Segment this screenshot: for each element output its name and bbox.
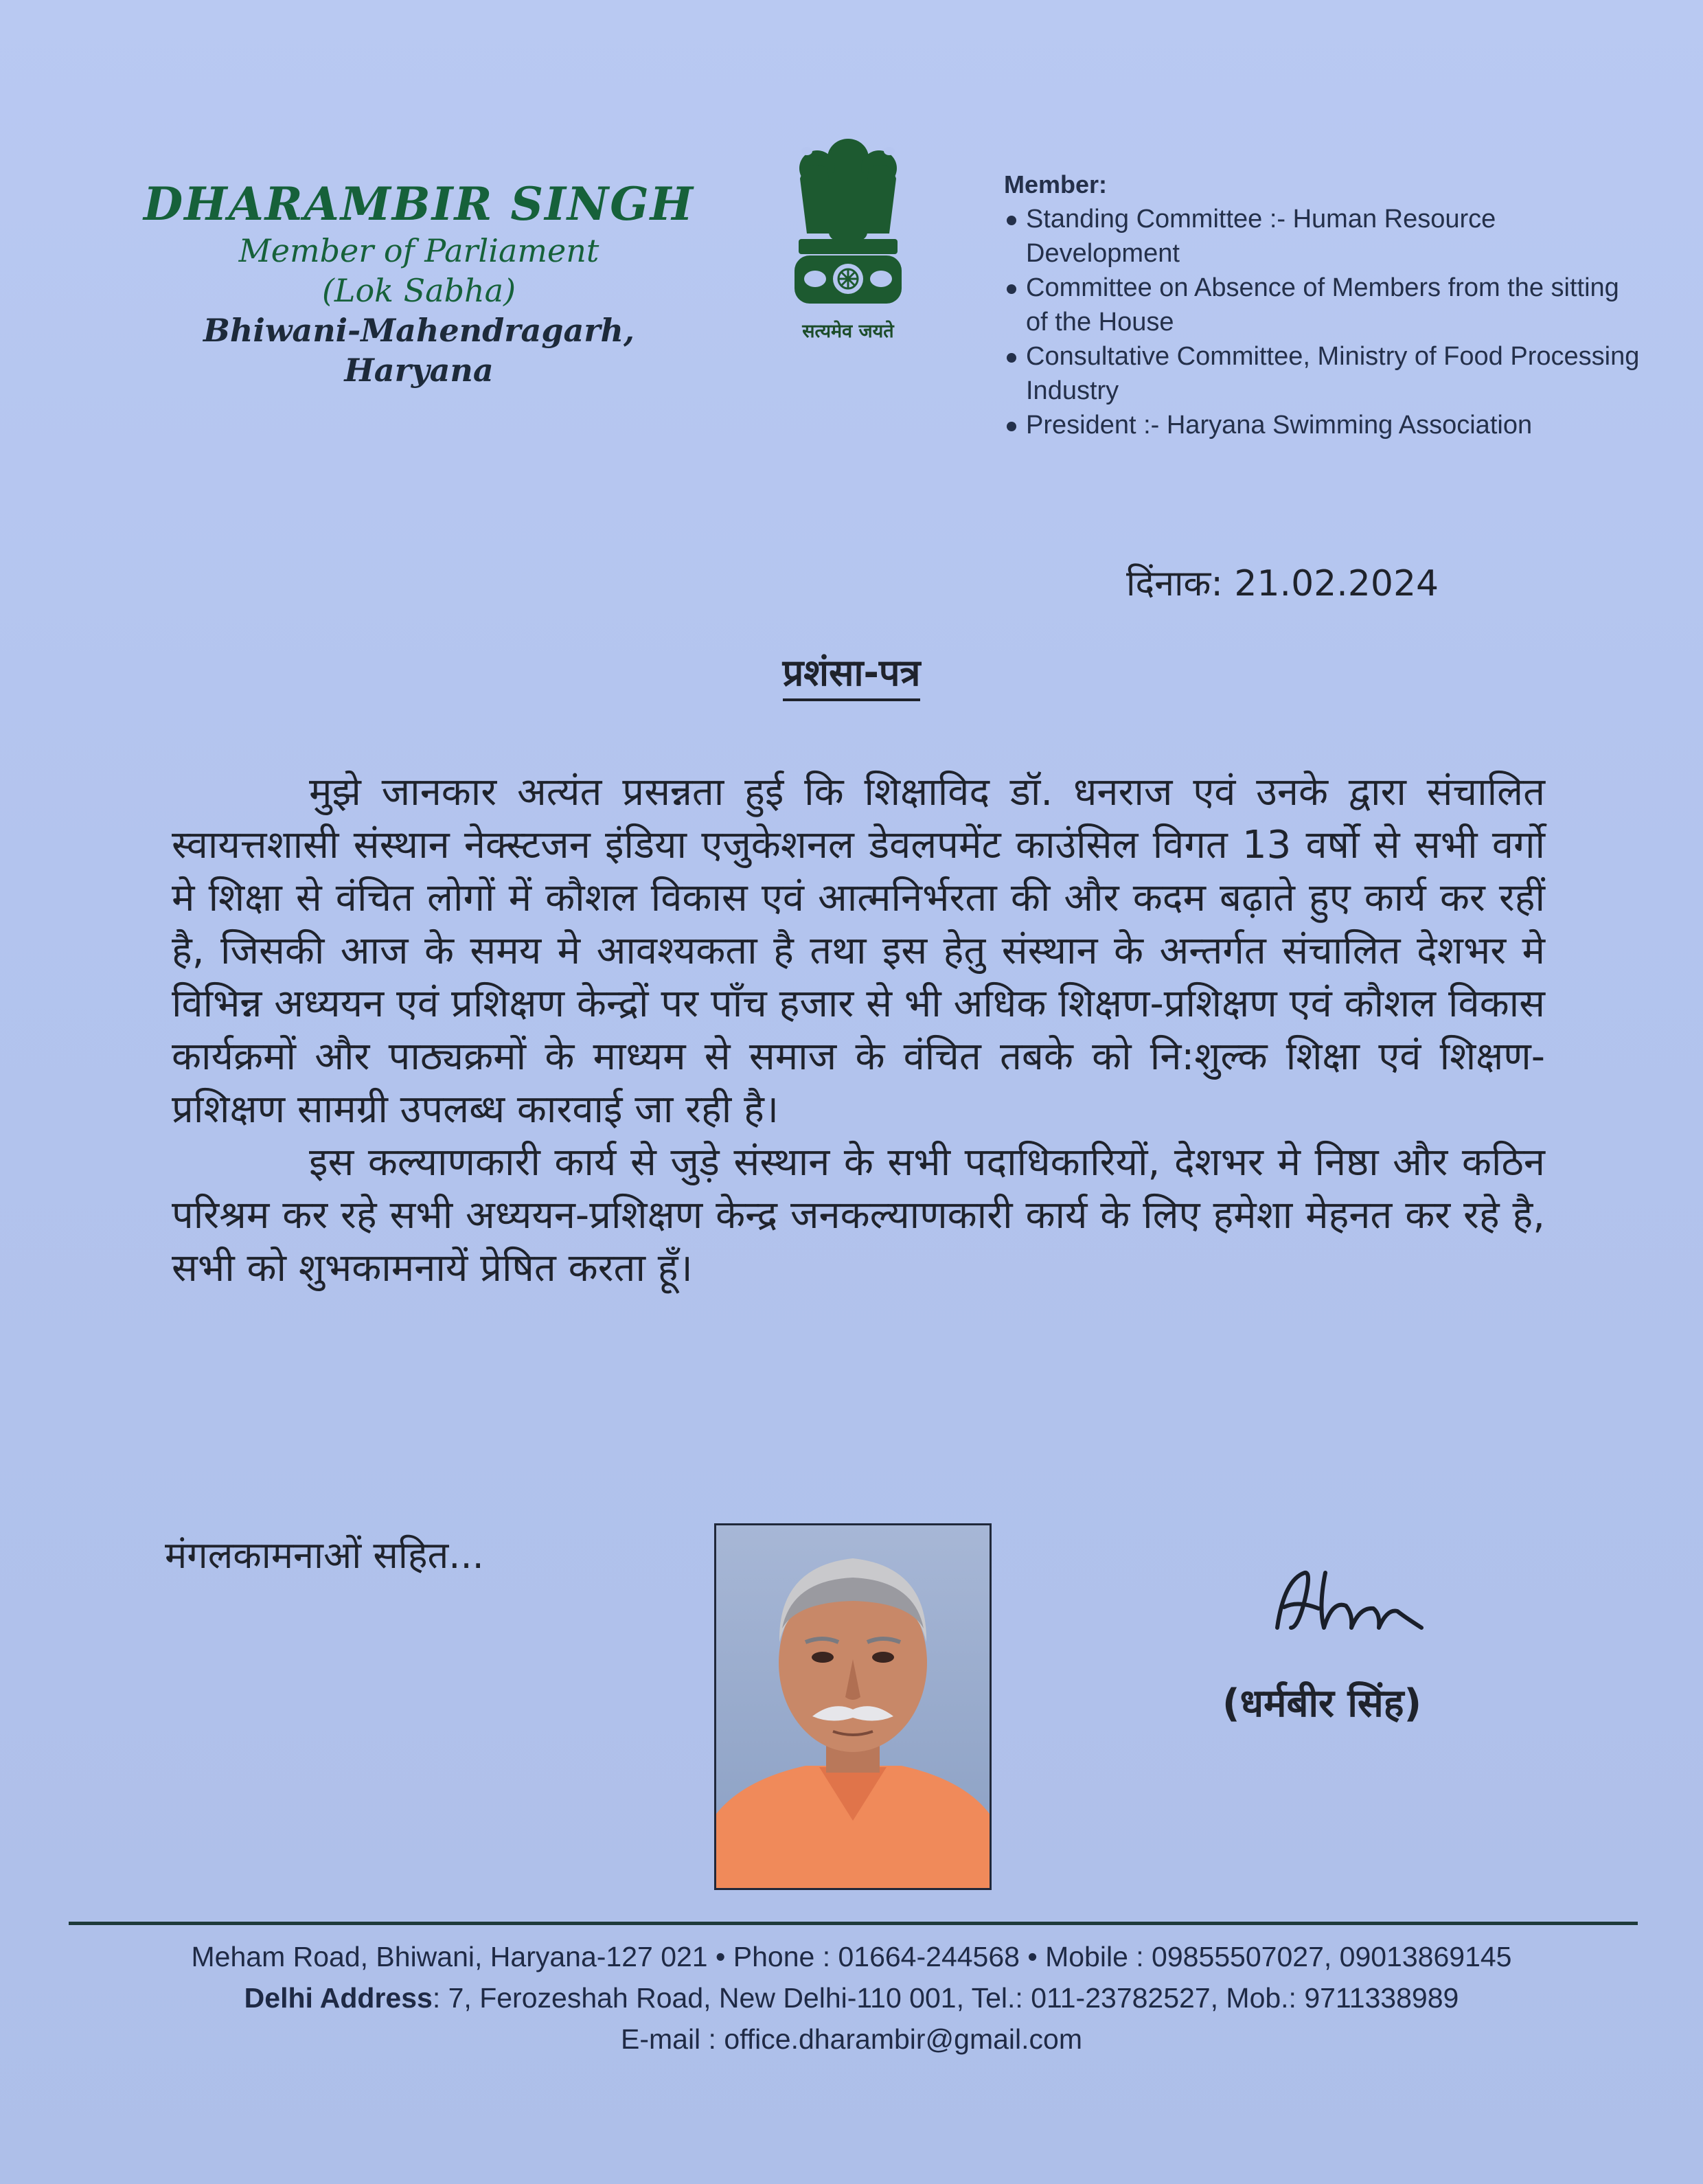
body-paragraph-2: इस कल्याणकारी कार्य से जुड़े संस्थान के सभी पदाधिकारियों, देशभर मे निष्ठा और कठिन परिश्रम कर रहे सभी अध्ययन-प्रशिक्षण केन्द्र जनकल्याणकारी कार्य के लिए हमेशा मेहनत कर रहे है, सभी को शुभकामनायें प्रेषित करता हूँ। [172, 1140, 1545, 1290]
delhi-address-label: Delhi Address [244, 1982, 433, 2014]
member-item: Committee on Absence of Members from the sitting of the House [1004, 271, 1643, 339]
sender-title: Member of Parliament [238, 232, 599, 269]
signature [1257, 1559, 1435, 1641]
letter-heading-text: प्रशंसा-पत्र [783, 651, 921, 701]
letter-date: दिंनाक: 21.02.2024 [1126, 563, 1439, 604]
member-item: Standing Committee :- Human Resource Development [1004, 202, 1643, 271]
delhi-address-value: : 7, Ferozeshah Road, New Delhi-110 001, Tel.: 011-23782527, Mob.: 9711338989 [432, 1982, 1459, 2014]
national-emblem-icon [779, 130, 917, 337]
member-item: President :- Haryana Swimming Association [1004, 408, 1643, 442]
sender-name: DHARAMBIR SINGH [144, 177, 694, 231]
portrait-photo [714, 1523, 992, 1890]
member-item: Consultative Committee, Ministry of Food Processing Industry [1004, 339, 1643, 408]
letterhead-left [130, 177, 707, 390]
body-paragraph-1: मुझे जानकार अत्यंत प्रसन्नता हुई कि शिक्षाविद डॉ. धनराज एवं उनके द्वारा संचालित स्वायत्तशासी संस्थान नेक्स्टजन इंडिया एजुकेशनल डेवलपमेंट काउंसिल विगत 13 वर्षो से सभी वर्गो मे शिक्षा से वंचित लोगों में कौशल विकास एवं आत्मनिर्भरता की और कदम बढ़ाते हुए कार्य कर रहीं है, जिसकी आज के समय मे आवश्यकता है तथा इस हेतु संस्थान के अन्तर्गत संचालित देशभर मे विभिन्न अध्ययन एवं प्रशिक्षण केन्द्रों पर पाँच हजार से भी अधिक शिक्षण-प्रशिक्षण एवं कौशल विकास कार्यक्रमों और पाठ्यक्रमों के माध्यम से समाज के वंचित तबके को नि:शुल्क शिक्षा एवं शिक्षण-प्रशिक्षण सामग्री उपलब्ध कारवाई जा रही है। [172, 770, 1545, 1132]
signatory-name: (धर्मबीर सिंह) [1222, 1681, 1422, 1726]
member-heading: Member: [1004, 170, 1108, 198]
member-list [1004, 170, 1643, 442]
emblem-motto: सत्यमेव जयते [802, 321, 894, 342]
closing-salutation: मंगलकामनाओं सहित... [165, 1534, 484, 1577]
letter-body [172, 766, 1545, 1295]
footer-address-line: Meham Road, Bhiwani, Haryana-127 021 • Phone : 01664-244568 • Mobile : 09855507027, 09013869145 [191, 1941, 1512, 1972]
footer-delhi-address [0, 1982, 1703, 2014]
footer-email: E-mail : office.dharambir@gmail.com [620, 2023, 1082, 2055]
sender-constituency: Bhiwani-Mahendragarh, Haryana [203, 312, 635, 389]
sender-house: (Lok Sabha) [321, 272, 516, 309]
footer-divider [69, 1922, 1638, 1925]
letter-heading [0, 646, 1703, 696]
